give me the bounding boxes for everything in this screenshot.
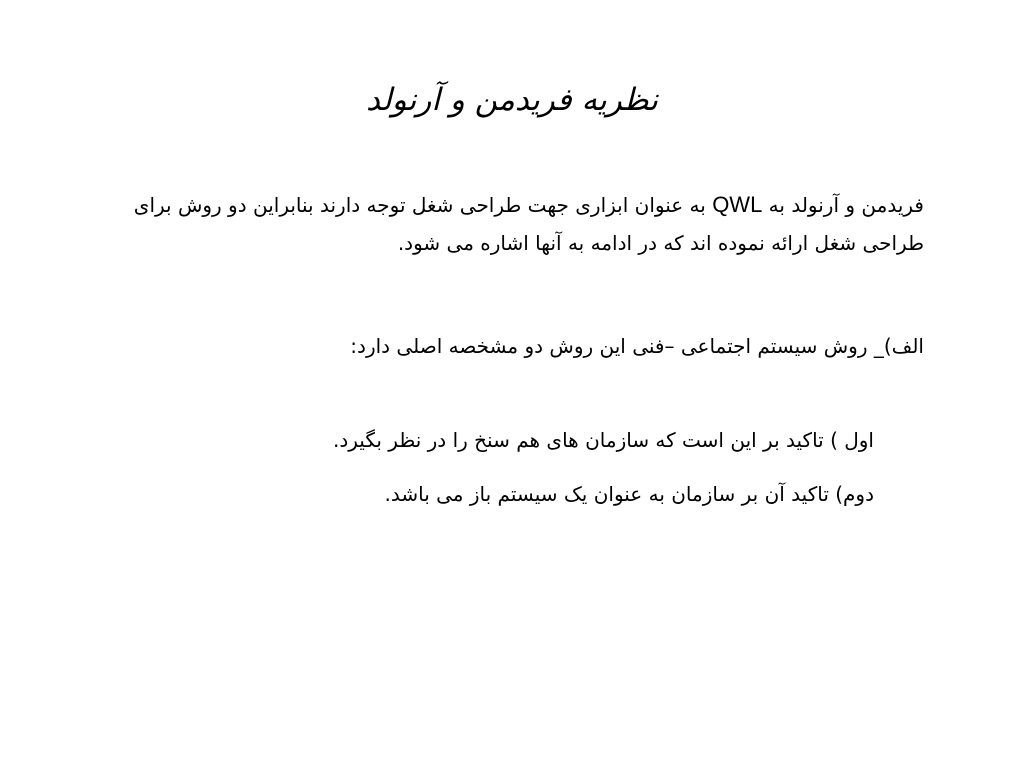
slide-title: نظریه فریدمن و آرنولد [366, 82, 658, 118]
intro-paragraph [74, 186, 924, 262]
feature-item-second: دوم) تاکید آن بر سازمان به عنوان یک سیستم باز می باشد. [384, 482, 874, 506]
method-a-heading: الف)_ روش سیستم اجتماعی –فنی این روش دو مشخصه اصلی دارد: [350, 334, 924, 358]
feature-item-first: اول ) تاکید بر این است که سازمان های هم سنخ را در نظر بگیرد. [332, 428, 874, 452]
qwl-abbreviation: QWL [712, 192, 763, 217]
intro-text-part2: به عنوان ابزاری جهت طراحی شغل توجه دارند بنابراین دو روش برای طراحی شغل ارائه نموده اند که در ادامه به آنها اشاره می شود. [133, 193, 924, 255]
intro-text-part1: فریدمن و آرنولد به [762, 193, 924, 217]
